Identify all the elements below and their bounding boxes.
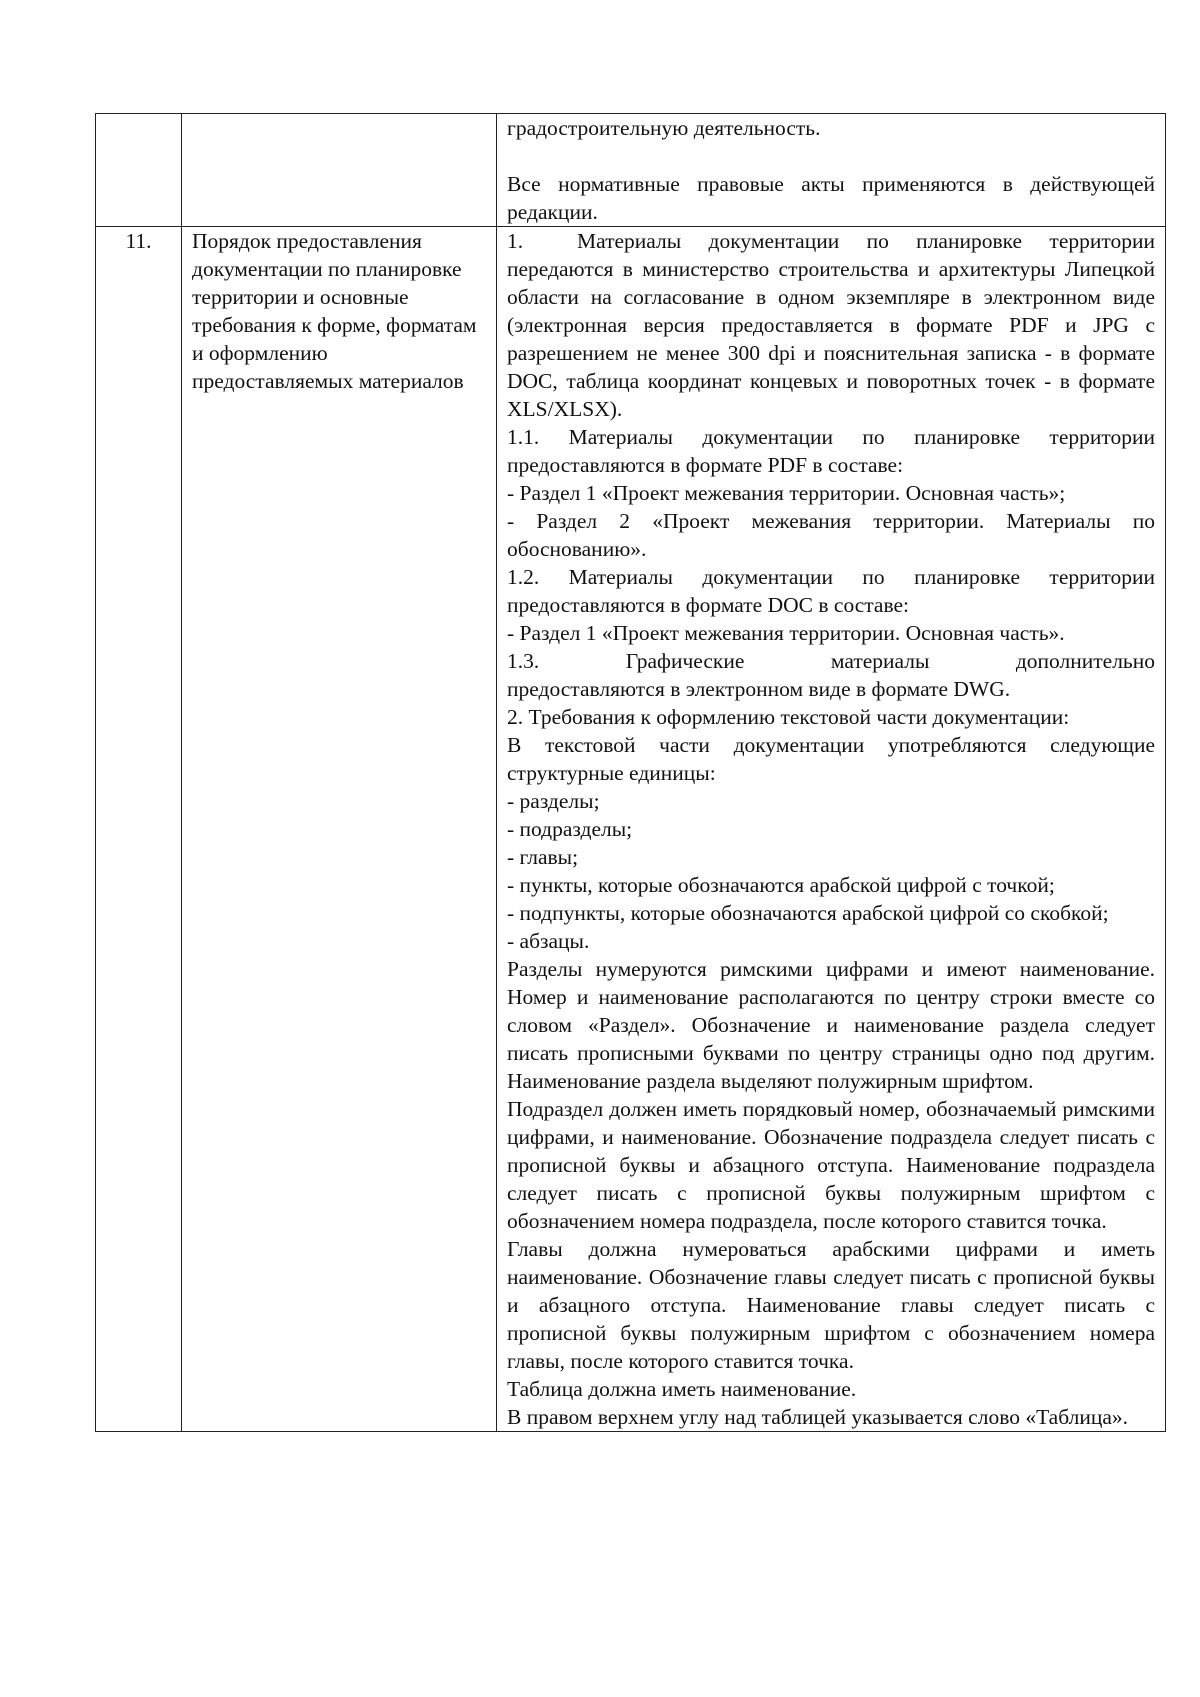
list-item: - главы; <box>507 845 579 869</box>
content-paragraph: Главы должна нумероваться арабскими цифрами и иметь наименование. Обозначение главы следует писать с прописной буквы и абзацного отступа. Наименование главы следует писать с прописной буквы полужирным шрифтом с обозначением номера главы, после которого ставится точка. <box>507 1237 1155 1373</box>
content-paragraph: В текстовой части документации употребляются следующие структурные единицы: <box>507 733 1155 785</box>
row-name-cell: Порядок предоставления документации по планировке территории и основные требования к форме, форматам и оформлению предоставляемых материалов <box>182 227 497 1432</box>
list-item: - пункты, которые обозначаются арабской цифрой с точкой; <box>507 873 1055 897</box>
content-paragraph: Подраздел должен иметь порядковый номер, обозначаемый римскими цифрами, и наименование. Обозначение подраздела следует писать с прописной буквы и абзацного отступа. Наименование подраздела следует писать с прописной буквы полужирным шрифтом с обозначением номера подраздела, после которого ставится точка. <box>507 1097 1155 1233</box>
content-paragraph: 1.3. Графические материалы дополнительно <box>507 649 1155 673</box>
paragraph-spacer <box>507 142 1155 170</box>
content-paragraph: 1.2. Материалы документации по планировке территории предоставляются в формате DOC в составе: <box>507 565 1155 617</box>
row-content-cell <box>497 114 1166 227</box>
content-paragraph: Все нормативные правовые акты применяются в действующей редакции. <box>507 172 1155 224</box>
list-item: - подразделы; <box>507 817 633 841</box>
row-name-cell <box>182 114 497 227</box>
list-item: - подпункты, которые обозначаются арабской цифрой со скобкой; <box>507 901 1109 925</box>
table-row <box>96 114 1166 227</box>
list-item: - Раздел 2 «Проект межевания территории. Материалы по обоснованию». <box>507 509 1155 561</box>
content-paragraph: Разделы нумеруются римскими цифрами и имеют наименование. Номер и наименование располагаются по центру строки вместе со словом «Раздел». Обозначение и наименование раздела следует писать прописными буквами по центру страницы одно под другим. Наименование раздела выделяют полужирным шрифтом. <box>507 957 1155 1093</box>
content-paragraph: 2. Требования к оформлению текстовой части документации: <box>507 705 1070 729</box>
row-number-cell <box>96 114 182 227</box>
item-number: 1. <box>507 229 524 253</box>
list-item: - Раздел 1 «Проект межевания территории. Основная часть»; <box>507 481 1066 505</box>
item-text: Материалы документации по планировке территории передаются в министерство строительства и архитектуры Липецкой области на согласование в одном экземпляре в электронном виде (электронная версия предоставляется в формате PDF и JPG с разрешением не менее 300 dpi и пояснительная записка - в формате DOC, таблица координат концевых и поворотных точек - в формате XLS/XLSX). <box>507 229 1155 421</box>
document-table <box>95 113 1166 1432</box>
content-paragraph: градостроительную деятельность. <box>507 116 821 140</box>
table-row <box>96 227 1166 1432</box>
content-paragraph: 1.1. Материалы документации по планировке территории предоставляются в формате PDF в составе: <box>507 425 1155 477</box>
row-content-cell <box>497 227 1166 1432</box>
content-paragraph: В правом верхнем углу над таблицей указывается слово «Таблица». <box>507 1405 1129 1429</box>
list-item: - Раздел 1 «Проект межевания территории. Основная часть». <box>507 621 1065 645</box>
list-item: - разделы; <box>507 789 600 813</box>
content-paragraph: Таблица должна иметь наименование. <box>507 1377 857 1401</box>
row-number-cell: 11. <box>96 227 182 1432</box>
list-item: - абзацы. <box>507 929 590 953</box>
content-paragraph: предоставляются в электронном виде в формате DWG. <box>507 677 1011 701</box>
content-paragraph <box>507 227 1155 423</box>
